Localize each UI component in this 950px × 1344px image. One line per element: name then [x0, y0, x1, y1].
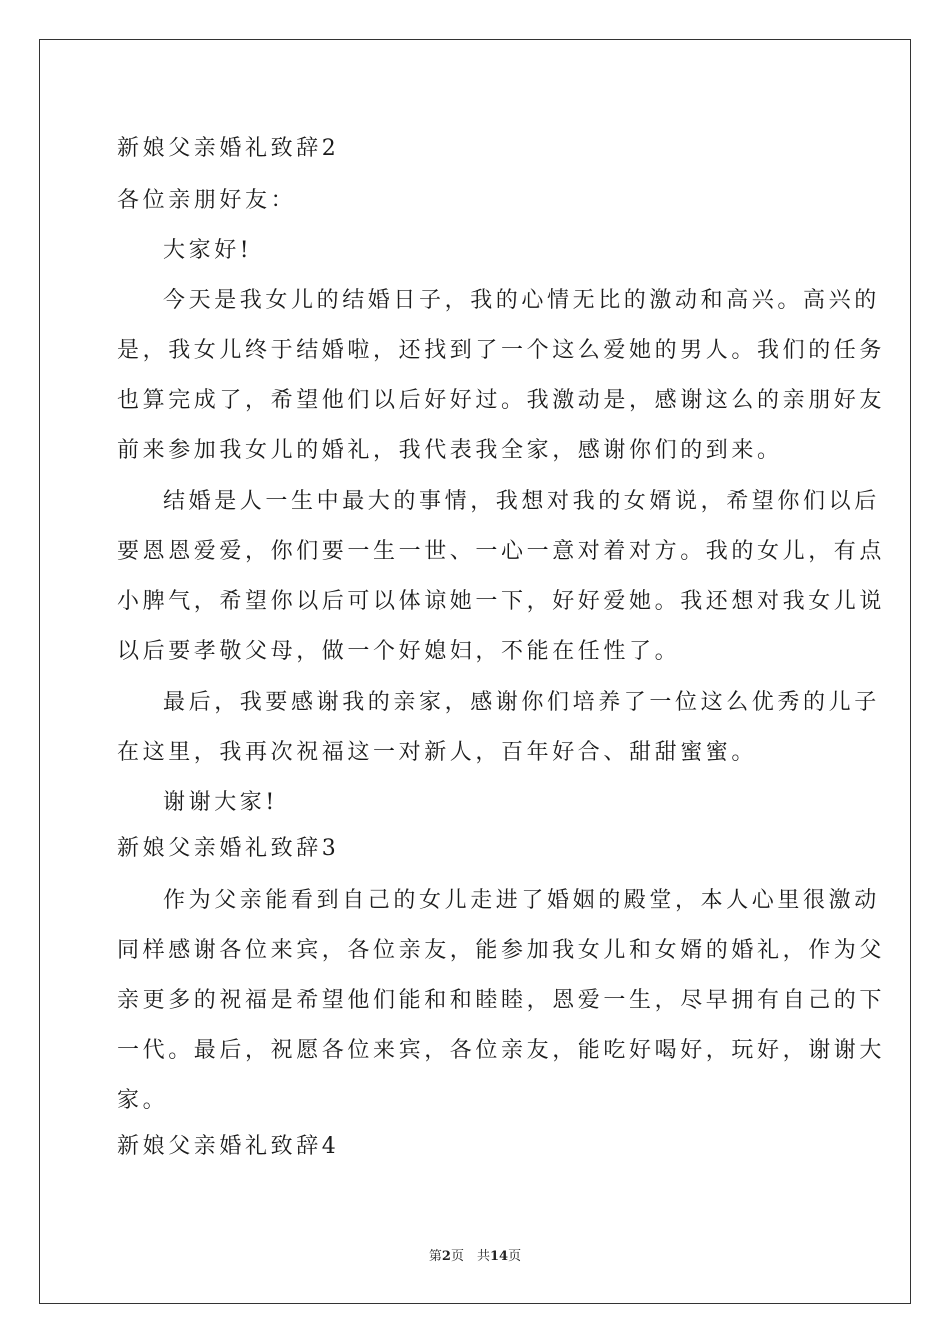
page-mid: 页 共 [450, 1249, 490, 1264]
paragraph-line: 作为父亲能看到自己的女儿走进了婚姻的殿堂，本人心里很激动 [163, 888, 880, 913]
closing-line: 谢谢大家! [163, 790, 278, 815]
paragraph-line: 要恩恩爱爱，你们要一生一世、一心一意对着对方。我的女儿，有点 [117, 539, 886, 564]
paragraph-line: 一代。最后，祝愿各位来宾，各位亲友，能吃好喝好，玩好，谢谢大 [117, 1038, 886, 1063]
page-suffix: 页 [508, 1249, 522, 1264]
paragraph-line: 同样感谢各位来宾，各位亲友，能参加我女儿和女婿的婚礼，作为父 [117, 938, 886, 963]
paragraph-line: 小脾气，希望你以后可以体谅她一下，好好爱她。我还想对我女儿说 [117, 589, 886, 614]
paragraph-line: 在这里，我再次祝福这一对新人，百年好合、甜甜蜜蜜。 [117, 740, 758, 765]
paragraph-line: 以后要孝敬父母，做一个好媳妇，不能在任性了。 [117, 639, 681, 664]
paragraph-line: 也算完成了，希望他们以后好好过。我激动是，感谢这么的亲朋好友 [117, 388, 886, 413]
page-footer [0, 1248, 950, 1266]
page-prefix: 第 [428, 1249, 442, 1264]
section-heading: 新娘父亲婚礼致辞2 [117, 136, 340, 161]
paragraph-line: 最后，我要感谢我的亲家，感谢你们培养了一位这么优秀的儿子 [163, 690, 880, 715]
page-current: 2 [441, 1249, 451, 1264]
paragraph-line: 结婚是人一生中最大的事情，我想对我的女婿说，希望你们以后 [163, 489, 880, 514]
section-heading: 新娘父亲婚礼致辞4 [117, 1134, 340, 1159]
section-heading: 新娘父亲婚礼致辞3 [117, 836, 340, 861]
paragraph-line: 前来参加我女儿的婚礼，我代表我全家，感谢你们的到来。 [117, 438, 783, 463]
greeting-line: 大家好! [163, 238, 253, 263]
paragraph-line: 是，我女儿终于结婚啦，还找到了一个这么爱她的男人。我们的任务 [117, 338, 886, 363]
paragraph-line: 今天是我女儿的结婚日子，我的心情无比的激动和高兴。高兴的 [163, 288, 880, 313]
page-border [39, 39, 911, 1304]
paragraph-line: 亲更多的祝福是希望他们能和和睦睦，恩爱一生，尽早拥有自己的下 [117, 988, 886, 1013]
paragraph-line: 家。 [117, 1088, 169, 1113]
page-total: 14 [489, 1249, 509, 1264]
salutation: 各位亲朋好友： [117, 188, 297, 213]
